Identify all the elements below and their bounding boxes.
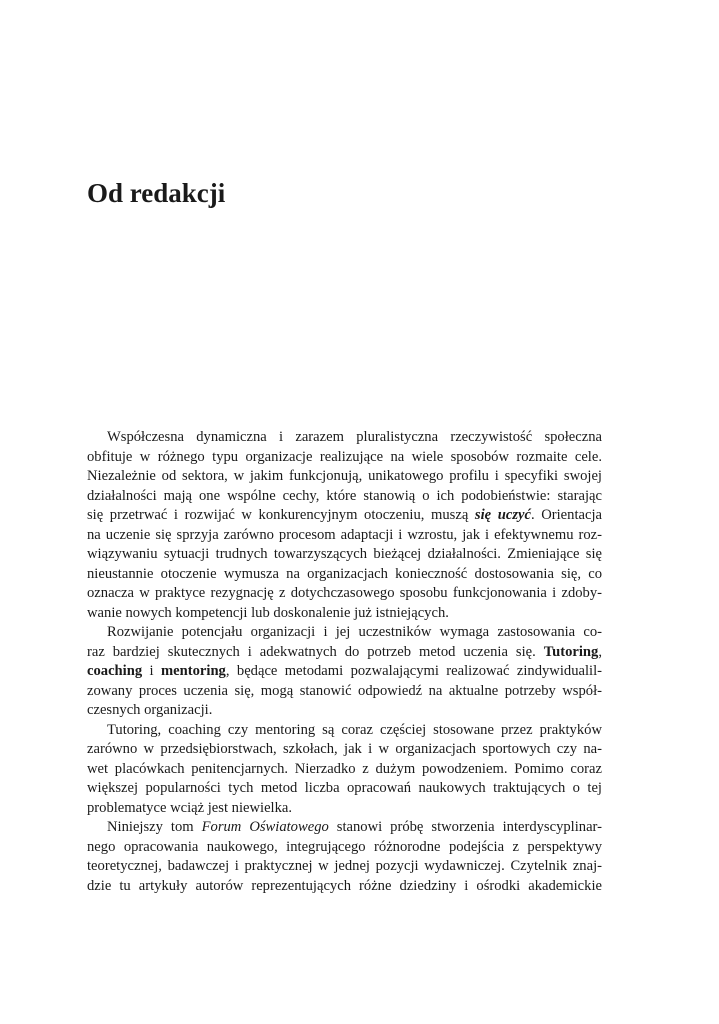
text-run: Niniejszy tom <box>107 819 202 835</box>
text-line <box>87 584 602 604</box>
text-line <box>87 818 602 838</box>
text-line <box>87 799 602 819</box>
text-run: dzie tu artykuły autorów reprezentujących różne dziedziny i ośrodki akademickie <box>87 877 602 894</box>
text-run: problematyce wciąż jest niewielka. <box>87 799 293 816</box>
text-line <box>87 428 602 448</box>
text-line <box>87 701 602 721</box>
text-line <box>87 467 602 487</box>
text-line <box>87 877 602 897</box>
text-run: nieustannie otoczenie wymusza na organizacjach konieczność dostosowania się, co <box>87 565 602 582</box>
text-run: zowany proces uczenia się, mogą stanowić odpowiedź na aktualne potrzeby współ- <box>87 682 602 699</box>
text-run: zarówno w przedsiębiorstwach, szkołach, jak i w organizacjach sportowych czy na- <box>87 741 602 757</box>
text-run: działalności mają one wspólne cechy, które stanowią o ich podobieństwie: starając <box>87 487 602 504</box>
text-run: oznacza w praktyce rezygnację z dotychczasowego sposobu funkcjonowania i zdoby- <box>87 585 602 601</box>
text-line <box>87 682 602 702</box>
text-run: . Orientacja <box>530 507 602 523</box>
text-line <box>87 838 602 858</box>
text-run: się przetrwać i rozwijać w konkurencyjnym otoczeniu, muszą <box>87 507 475 523</box>
text-run: , <box>598 643 602 660</box>
text-line <box>87 487 602 507</box>
page-title: Od redakcji <box>87 178 226 208</box>
text-run: Współczesna dynamiczna i zarazem pluralistyczna rzeczywistość społeczna <box>107 429 602 445</box>
text-run: nego opracowania naukowego, integrującego różnorodne podejścia z perspektywy <box>87 838 602 855</box>
text-line <box>87 506 602 526</box>
text-run: teoretycznej, badawczej i praktycznej w jednej pozycji wydawniczej. Czytelnik znaj- <box>87 858 602 874</box>
text-run: Tutoring, coaching czy mentoring są coraz częściej stosowane przez praktyków <box>107 721 602 738</box>
text-line <box>87 760 602 780</box>
emphasized-text: coaching <box>87 663 143 679</box>
text-run: raz bardziej skutecznych i adekwatnych do potrzeb metod uczenia się. <box>87 643 544 660</box>
text-run: , będące metodami pozwalającymi realizować zindywidualil- <box>225 663 602 679</box>
text-run: większej popularności tych metod liczba opracowań naukowych traktujących o tej <box>87 780 602 796</box>
emphasized-text: Tutoring <box>543 643 599 660</box>
text-line <box>87 779 602 799</box>
text-run: wanie nowych kompetencji lub doskonalenie już istniejących. <box>87 604 449 621</box>
text-run: Rozwijanie potencjału organizacji i jej uczestników wymaga zastosowania co- <box>107 624 602 640</box>
text-line <box>87 604 602 624</box>
text-run: Niezależnie od sektora, w jakim funkcjonują, unikatowego profilu i specyfiki swojej <box>87 468 602 484</box>
text-line <box>87 740 602 760</box>
text-run: czesnych organizacji. <box>87 702 213 718</box>
text-run: i <box>142 663 161 679</box>
text-line <box>87 643 602 663</box>
text-run: wiązywaniu sytuacji trudnych towarzyszących bieżącej działalności. Zmieniające się <box>87 546 602 562</box>
text-line <box>87 448 602 468</box>
text-line <box>87 857 602 877</box>
emphasized-text: Forum Oświatowego <box>201 819 329 835</box>
text-line <box>87 526 602 546</box>
emphasized-text: mentoring <box>161 663 226 679</box>
text-run: wet placówkach penitencjarnych. Nierzadko z dużym powodzeniem. Pomimo coraz <box>87 760 602 777</box>
text-line <box>87 721 602 741</box>
text-run: na uczenie się sprzyja zarówno procesom adaptacji i wzrostu, jak i efektywnemu roz- <box>87 526 602 543</box>
text-run: stanowi próbę stworzenia interdyscyplinar- <box>328 819 602 835</box>
body-text <box>87 428 602 896</box>
text-line <box>87 623 602 643</box>
emphasized-text: się uczyć <box>474 507 531 523</box>
text-line <box>87 662 602 682</box>
text-run: obfituje w różnego typu organizacje realizujące na wiele sposobów rozmaite cele. <box>87 448 602 465</box>
text-line <box>87 545 602 565</box>
text-line <box>87 565 602 585</box>
